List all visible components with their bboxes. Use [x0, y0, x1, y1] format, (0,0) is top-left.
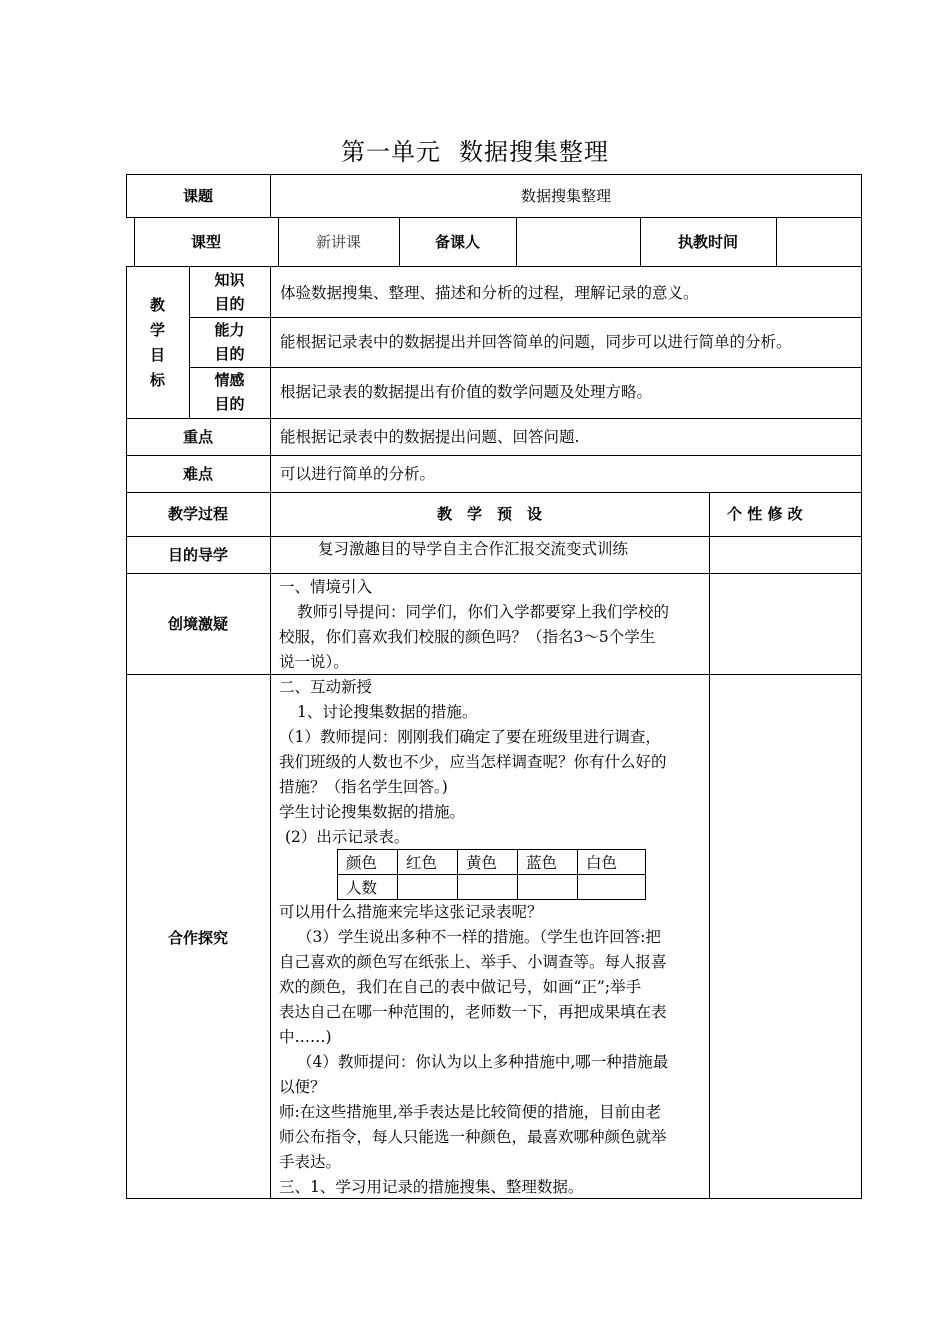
table-cell — [458, 875, 518, 900]
lesson-title: 数据搜集整理 — [459, 138, 609, 166]
knowledge-goal-label: 知识 目的 — [214, 271, 245, 313]
teaching-time-label: 执教时间 — [677, 233, 738, 251]
knowledge-goal-text: 体验数据搜集、整理、描述和分析的过程，理解记录的意义。 — [280, 284, 699, 302]
preparer-label: 备课人 — [434, 233, 480, 251]
stimulate-label: 创境激疑 — [167, 615, 228, 633]
color-record-table — [337, 849, 646, 900]
table-row — [338, 875, 646, 900]
table-cell: 颜色 — [338, 850, 398, 875]
teaching-design-header: 教 学 预 设 — [436, 505, 542, 523]
difficulty-label: 难点 — [182, 465, 213, 483]
topic-label: 课题 — [182, 187, 213, 205]
table-cell: 黄色 — [458, 850, 518, 875]
ability-goal-text: 能根据记录表中的数据提出并回答简单的问题，同步可以进行简单的分析。 — [280, 333, 792, 351]
stimulate-content: 一、情境引入 教师引导提问：同学们，你们入学都要穿上我们学校的 校服，你们喜欢我们校服的颜色吗？（指名3～5个学生 说一说）。 — [279, 578, 670, 671]
key-point-label: 重点 — [182, 428, 213, 446]
key-point-text: 能根据记录表中的数据提出问题、回答问题. — [280, 428, 580, 446]
ability-goal-label: 能力 目的 — [214, 321, 245, 363]
personal-modification-header: 个 性 修 改 — [727, 505, 803, 523]
emotion-goal-label: 情感 目的 — [214, 371, 245, 413]
document-title — [0, 132, 950, 167]
explore-label: 合作探究 — [167, 929, 228, 947]
unit-title: 第一单元 — [341, 138, 441, 166]
difficulty-text: 可以进行简单的分析。 — [280, 465, 436, 483]
table-cell: 红色 — [398, 850, 458, 875]
teaching-process-label: 教学过程 — [167, 505, 228, 523]
table-row — [338, 850, 646, 875]
lesson-type-value: 新讲课 — [315, 233, 361, 251]
emotion-goal-text: 根据记录表的数据提出有价值的数学问题及处理方略。 — [280, 383, 653, 401]
table-cell — [578, 875, 646, 900]
goals-label: 教 学 目 标 — [149, 296, 165, 389]
lesson-type-label: 课型 — [190, 233, 221, 251]
explore-content-top: 二、互动新授 1、讨论搜集数据的措施。 （1）教师提问：刚刚我们确定了要在班级里进行调查， 我们班级的人数也不少，应当怎样调查呢？你有什么好的 措施？（指名学生回答。) 学生讨论搜集数据的措施。 (2）出示记录表。 — [279, 678, 667, 846]
table-cell — [518, 875, 578, 900]
table-cell: 蓝色 — [518, 850, 578, 875]
table-cell — [398, 875, 458, 900]
guide-text: 复习激趣目的导学自主合作汇报交流变式训练 — [318, 540, 629, 558]
topic-value: 数据搜集整理 — [520, 187, 611, 205]
table-cell: 人数 — [338, 875, 398, 900]
explore-content-bottom: 可以用什么措施来完毕这张记录表呢？ （3）学生说出多种不一样的措施。（学生也许回答:把 自己喜欢的颜色写在纸张上、举手、小调查等。每人报喜 欢的颜色，我们在自己的表中做记号，如画“正”;举手 表达自己在哪一种范围的，老师数一下，再把成果填在表 中……) （4）教师提问：你认为以上多种措施中,哪一种措施最 以便？ 师:在这些措施里,举手表达是比较简便的措施，目前由老 师公布指令，每人只能选一种颜色，最喜欢哪种颜色就举 手表达。 三、1、学习用记录的措施搜集、整理数据。 — [279, 903, 669, 1196]
table-cell: 白色 — [578, 850, 646, 875]
guide-label: 目的导学 — [167, 546, 228, 564]
